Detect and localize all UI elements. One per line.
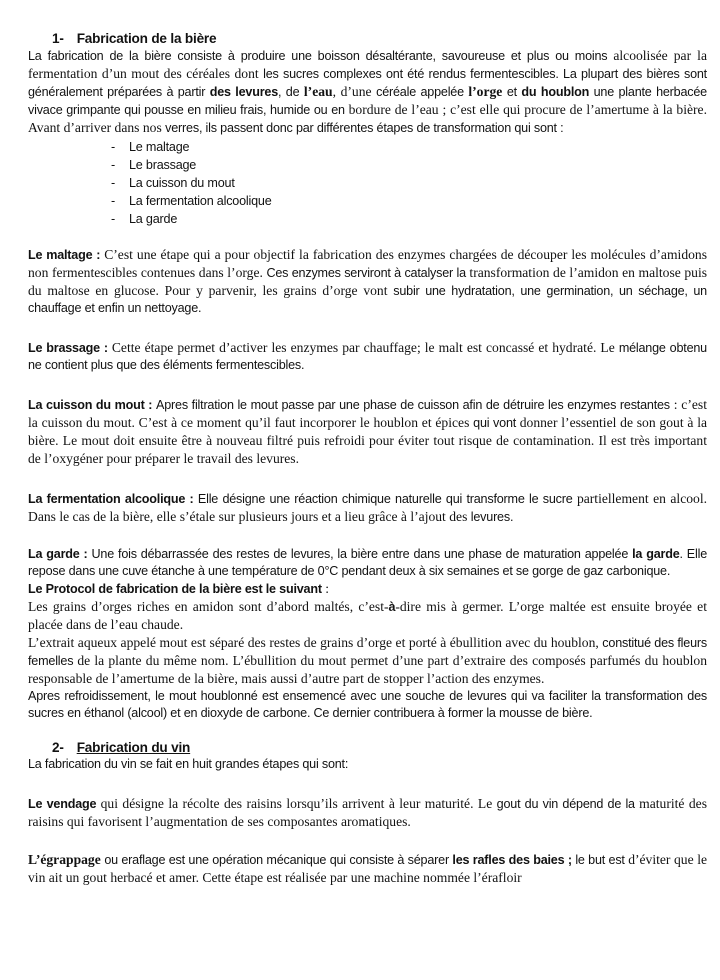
text-run: Apres refroidissement, le mout houblonné est ensemencé avec une souche de levures qui va faciliter la transformation des sucres en éthanol (alcool) et en dioxyde de carbone. Ce dernier contribuera à former la mousse de bière. — [28, 689, 707, 720]
text-run: Ces enzymes serviront à catalyser la — [266, 266, 470, 280]
section-heading-biere — [28, 30, 707, 47]
text-run: Elle désigne une réaction chimique naturelle qui transforme le sucre — [197, 492, 577, 506]
text-run: L’égrappage — [28, 852, 105, 867]
text-run: constitué des fleurs femelles — [28, 636, 707, 668]
text-run: Une fois débarrassée des restes de levures, la bière entre dans une phase de maturation appelée — [91, 547, 633, 561]
paragraph-intro-biere — [28, 47, 707, 137]
text-run: donner l’essentiel de son gout à la bière. Le mout doit ensuite être à nouveau filtré puis refroidi pour éviter tout risque de contamination. Il est très important de l’oxygéner pour préparer le travail des levures. — [28, 415, 708, 466]
text-run: qui désigne la récolte des raisins lorsqu’ils arrivent à leur maturité. Le — [100, 796, 497, 811]
etapes-list — [28, 138, 707, 228]
section-title: Fabrication de la bière — [76, 31, 217, 46]
text-run: Cette étape permet d’activer les enzymes par chauffage; le malt est concassé et hydraté. Le — [111, 340, 619, 355]
text-run: Les grains d’orges riches en amidon sont d’abord maltés, c’est- — [28, 599, 389, 614]
text-run: les rafles des baies ; — [452, 853, 576, 867]
section-number: 1- — [52, 31, 64, 46]
etapes-list-item: - La garde — [28, 210, 707, 228]
etapes-list-item: - La fermentation alcoolique — [28, 192, 707, 210]
text-run: d’éviter que le vin ait un gout herbacé et amer. Cette étape est réalisée par une machine nommée l’érafloir — [28, 852, 707, 885]
text-run: Le brassage : — [28, 341, 112, 355]
text-run: L’extrait aqueux appelé mout est séparé des restes de grains d’orge et porté à ébullition avec du houblon, — [28, 635, 603, 650]
text-run: , de — [278, 85, 304, 99]
paragraph-brassage — [28, 339, 707, 374]
text-run: l’eau — [303, 84, 333, 99]
text-run: Apres filtration le mout passe par une phase de cuisson afin de détruire les enzymes restantes — [156, 398, 670, 412]
text-run: alcoolisée par la fermentation d’un mout des céréales dont — [28, 48, 707, 81]
etapes-list-item: - La cuisson du mout — [28, 174, 707, 192]
text-run: subir une hydratation, une germination, un séchage, un chauffage et enfin un nettoyage. — [28, 284, 707, 315]
text-run: La fabrication de la bière consiste à produire une boisson désaltérante, savoureuse et plus ou moins — [28, 49, 614, 63]
section-number: 2- — [52, 740, 64, 755]
text-run: -dire mis à germer. L’orge maltée est ensuite broyée et placée dans de l’eau chaude. — [28, 599, 707, 632]
text-run: et — [502, 85, 522, 99]
text-run: : c’est la cuisson du mout. C’est à ce moment qu’il faut incorporer le houblon et épices — [28, 397, 707, 430]
text-run: C’est une étape qui a pour objectif la fabrication des enzymes chargées de découper les molécules d’amidons non fermentescibles contenues dans l’orge. — [28, 247, 707, 280]
text-run: Le vendage — [28, 797, 101, 811]
text-run: qui vont — [473, 416, 520, 430]
text-run: des levures — [209, 85, 279, 99]
section-heading-vin — [28, 739, 707, 756]
etapes-list-item: - Le maltage — [28, 138, 707, 156]
paragraph-garde — [28, 546, 707, 580]
text-run: bordure de l’eau ; c’est elle qui procure de l’amertume à la bière. Avant d’arriver dans nos — [28, 102, 707, 135]
paragraph-intro-vin — [28, 756, 707, 773]
text-run: maturité des raisins qui favorisent l’augmentation de ses composantes aromatiques. — [28, 796, 707, 829]
text-run: du houblon — [521, 85, 590, 99]
text-run: La garde : — [28, 547, 92, 561]
text-run: le but est — [575, 853, 629, 867]
paragraph-vendage — [28, 795, 707, 831]
text-run: : — [321, 581, 330, 596]
section-title: Fabrication du vin — [76, 740, 191, 755]
text-run: verres, ils passent donc par différentes étapes de transformation qui sont : — [165, 121, 564, 135]
paragraph-protocol-2 — [28, 634, 707, 688]
text-run: mélange obtenu ne contient plus que des éléments fermentescibles. — [28, 341, 707, 372]
paragraph-maltage — [28, 246, 707, 317]
text-run: . Elle repose dans une cuve étanche à une température de 0°C pendant deux à six semaines et se gorge de gaz carbonique. — [28, 547, 707, 578]
text-run: une plante herbacée vivace grimpante qui pousse en milieu frais, humide ou en — [28, 85, 707, 117]
text-run: , d’une — [332, 84, 377, 99]
text-run: transformation de l’amidon en maltose puis du maltose en glucose. Pour y parvenir, les grains d’orge vont — [28, 265, 708, 298]
text-run: partiellement en alcool. Dans le cas de la bière, elle s’étale sur plusieurs jours et a lieu grâce à l’ajout des — [28, 491, 708, 524]
text-run: levures. — [470, 510, 514, 524]
text-run: La cuisson du mout : — [28, 398, 157, 412]
text-run: céréale appelée — [376, 85, 469, 99]
text-run: La fermentation alcoolique : — [28, 492, 198, 506]
text-run: La fabrication du vin se fait en huit grandes étapes qui sont: — [28, 757, 349, 771]
text-run: Le Protocol de fabrication de la bière est le suivant — [28, 582, 322, 596]
text-run: gout du vin dépend de la — [496, 797, 640, 811]
text-run: ou eraflage est une opération mécanique qui consiste à séparer — [104, 853, 453, 867]
paragraph-protocol-3 — [28, 688, 707, 722]
paragraph-egrappage — [28, 851, 707, 887]
etapes-list-item: - Le brassage — [28, 156, 707, 174]
paragraph-fermentation — [28, 490, 707, 526]
paragraph-protocol-heading — [28, 580, 707, 598]
paragraph-cuisson — [28, 396, 707, 468]
text-run: les sucres complexes ont été rendus fermentescibles. La plupart des bières sont généralement préparées à partir — [28, 67, 707, 99]
text-run: à — [388, 600, 396, 614]
paragraph-protocol-1 — [28, 598, 707, 634]
text-run: l’orge — [468, 84, 503, 99]
text-run: la garde — [632, 547, 680, 561]
text-run: Le maltage : — [28, 248, 105, 262]
text-run: de la plante du même nom. L’ébullition du mout permet d’une part d’extraire des composés parfumés du houblon responsable de l’amertume de la bière, mais aussi d’autre part de stopper l’action des enzymes. — [28, 653, 707, 686]
